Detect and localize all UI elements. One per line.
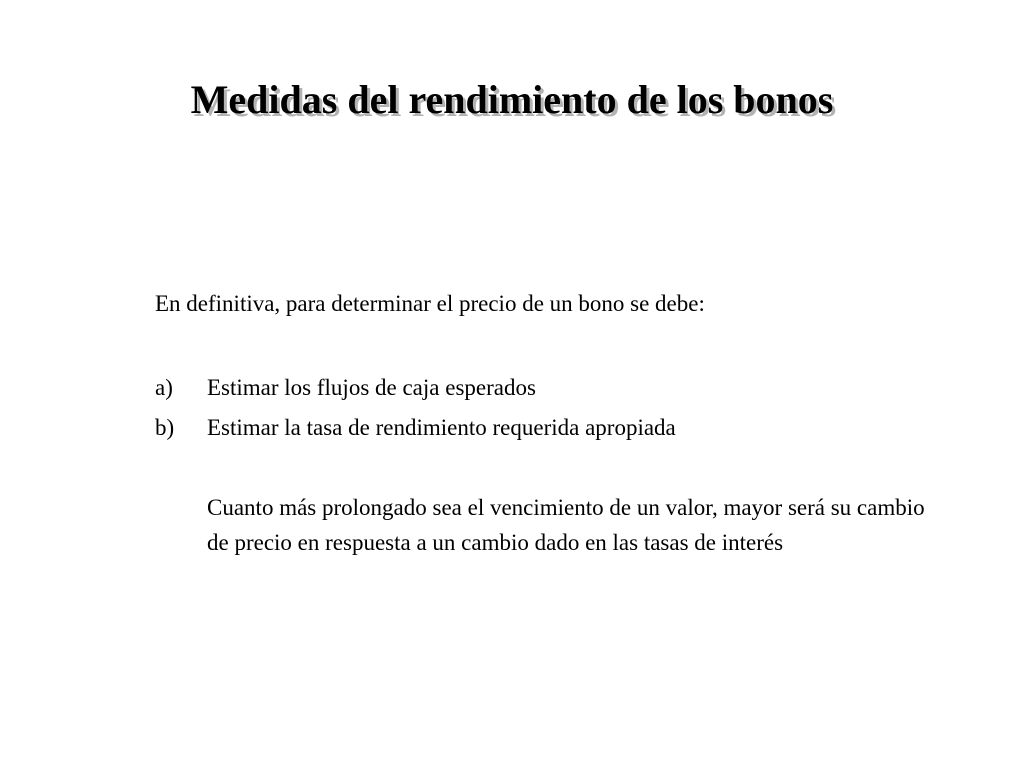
- list-item-text: Estimar los flujos de caja esperados: [207, 375, 536, 400]
- note-text: Cuanto más prolongado sea el vencimiento de un valor, mayor será su cambio de precio en respuesta a un cambio dado en las tasas de interés: [207, 495, 925, 555]
- list-marker: b): [155, 415, 175, 440]
- intro-text: En definitiva, para determinar el precio de un bono se debe:: [155, 291, 705, 316]
- list-marker: a): [155, 375, 173, 400]
- list-item: [155, 368, 676, 408]
- slide-title: Medidas del rendimiento de los bonos: [190, 77, 834, 122]
- list-item-text: Estimar la tasa de rendimiento requerida apropiada: [207, 415, 676, 440]
- steps-list: [155, 368, 676, 448]
- list-item: [155, 408, 676, 448]
